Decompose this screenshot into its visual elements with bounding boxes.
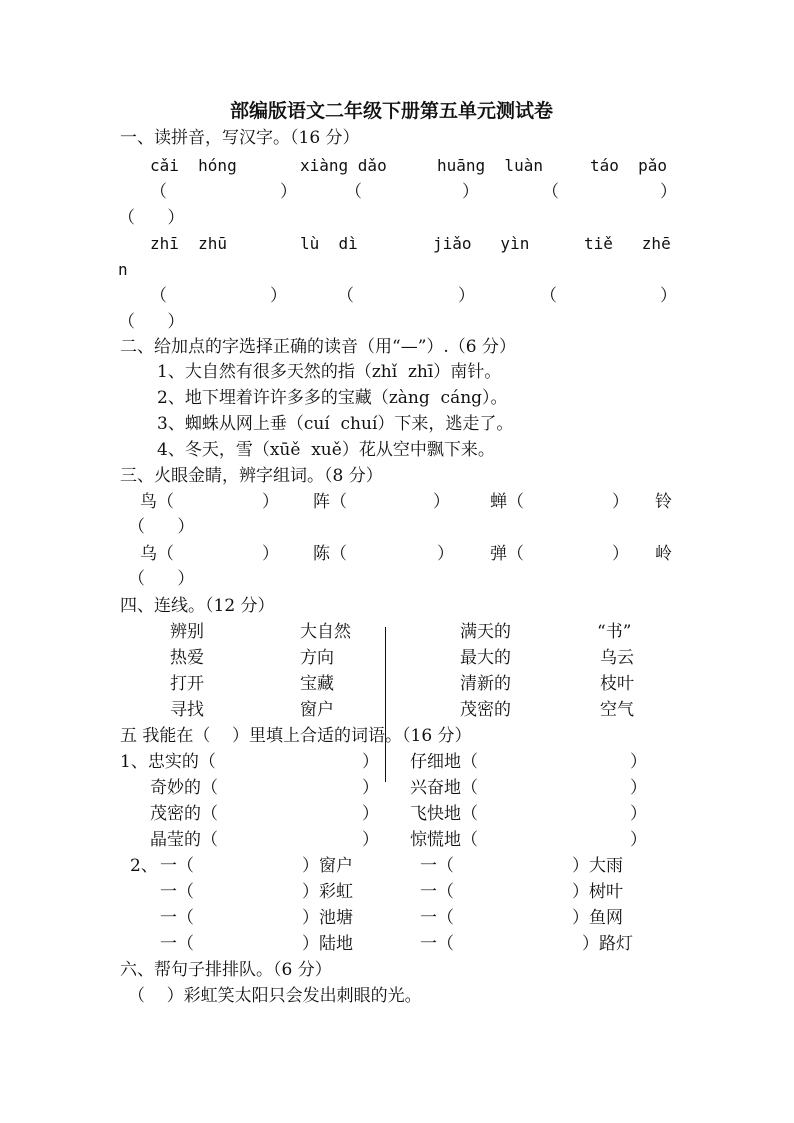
answer-bracket-close: ） — [280, 182, 297, 202]
fill-prompt: 飞快地（ — [410, 804, 478, 824]
match-word: 茂密的 — [460, 700, 511, 720]
match-word: 最大的 — [460, 648, 511, 668]
quantifier-blank: 一（ — [420, 856, 454, 876]
quantifier-blank: 一（ — [160, 882, 194, 902]
answer-bracket-close: ） — [660, 286, 677, 306]
match-word: 乌云 — [600, 648, 634, 668]
noun-word: ）树叶 — [572, 882, 623, 902]
answer-bracket-close: ） — [660, 182, 677, 202]
match-word: 方向 — [300, 648, 334, 668]
answer-bracket-close: ） — [362, 830, 379, 850]
answer-bracket-close: ） — [458, 286, 475, 306]
section1-heading: 一、读拼音，写汉字。（16 分） — [120, 128, 360, 148]
section4-heading: 四、连线。（12 分） — [120, 596, 275, 616]
part2-label: 2、 — [130, 856, 158, 876]
match-word: 打开 — [170, 674, 204, 694]
answer-bracket-close: ） — [612, 544, 629, 564]
sentence-item: （ ）彩虹笑太阳只会发出刺眼的光。 — [128, 986, 422, 1006]
fill-prompt: 1、忠实的（ — [120, 752, 216, 772]
word-char-dan: 弹（ — [490, 544, 524, 564]
answer-bracket-close: ） — [612, 492, 629, 512]
quantifier-blank: 一（ — [420, 882, 454, 902]
answer-bracket-wrapped: （ ） — [118, 208, 185, 228]
pinyin-tie-zhen: tiě zhē — [584, 234, 671, 253]
quantifier-blank: 一（ — [160, 856, 194, 876]
question-item: 1、大自然有很多天然的指（zhǐ zhī）南针。 — [157, 362, 502, 382]
quantifier-blank: 一（ — [160, 908, 194, 928]
noun-word: ）窗户 — [302, 856, 353, 876]
answer-bracket-close: ） — [433, 492, 450, 512]
match-word: 清新的 — [460, 674, 511, 694]
question-item: 4、冬天，雪（xūě xuě）花从空中飘下来。 — [157, 440, 495, 460]
answer-bracket-wrapped: （ ） — [128, 569, 195, 589]
match-word: 寻找 — [170, 700, 204, 720]
word-char-ling: 铃 — [655, 492, 672, 512]
divider-line — [385, 627, 386, 782]
pinyin-cai-hong: cǎi hóng — [150, 156, 237, 175]
pinyin-tao-pao: táo pǎo — [590, 156, 668, 175]
pinyin-huang-luan: huāng luàn — [437, 156, 543, 175]
match-word: 窗户 — [300, 700, 334, 720]
noun-word: ）路灯 — [582, 934, 633, 954]
pinyin-zhi-zhu: zhī zhū — [150, 234, 228, 253]
fill-prompt: 晶莹的（ — [150, 830, 218, 850]
noun-word: ）池塘 — [302, 908, 353, 928]
match-word: 热爱 — [170, 648, 204, 668]
noun-word: ）彩虹 — [302, 882, 353, 902]
word-char-chan: 蝉（ — [490, 492, 524, 512]
answer-bracket-close: ） — [437, 544, 454, 564]
section6-heading: 六、帮句子排排队。（6 分） — [120, 960, 332, 980]
answer-bracket-wrapped: （ ） — [118, 312, 185, 332]
question-item: 3、蜘蛛从网上垂（cuí chuí）下来，逃走了。 — [157, 414, 514, 434]
answer-bracket-close: ） — [462, 182, 479, 202]
answer-bracket-open: （ — [540, 286, 557, 306]
match-word: 大自然 — [300, 622, 351, 642]
noun-word: ）大雨 — [572, 856, 623, 876]
fill-prompt: 兴奋地（ — [410, 778, 478, 798]
word-char-zhen: 阵（ — [313, 492, 347, 512]
answer-bracket-open: （ — [345, 182, 362, 202]
answer-bracket-close: ） — [362, 778, 379, 798]
section2-heading: 二、给加点的字选择正确的读音（用“—”）.（6 分） — [120, 337, 517, 357]
pinyin-jiao-yin: jiǎo yìn — [433, 234, 530, 253]
answer-bracket-close: ） — [630, 752, 647, 772]
page-title: 部编版语文二年级下册第五单元测试卷 — [230, 100, 554, 122]
word-char-niao: 鸟（ — [140, 492, 174, 512]
pinyin-wrap-n: n — [118, 260, 128, 279]
fill-prompt: 奇妙的（ — [150, 778, 218, 798]
fill-prompt: 茂密的（ — [150, 804, 218, 824]
answer-bracket-close: ） — [362, 804, 379, 824]
question-item: 2、地下埋着许许多多的宝藏（zàng cáng）。 — [157, 388, 508, 408]
match-word: 满天的 — [460, 622, 511, 642]
word-char-ling2: 岭 — [655, 544, 672, 564]
quantifier-blank: 一（ — [160, 934, 194, 954]
fill-prompt: 仔细地（ — [410, 752, 478, 772]
answer-bracket-close: ） — [270, 286, 287, 306]
answer-bracket-open: （ — [150, 286, 167, 306]
answer-bracket-open: （ — [150, 182, 167, 202]
match-word: 辨别 — [170, 622, 204, 642]
match-word: “书” — [597, 622, 632, 642]
match-word: 枝叶 — [600, 674, 634, 694]
word-char-wu: 乌（ — [140, 544, 174, 564]
answer-bracket-close: ） — [262, 544, 279, 564]
word-char-chen: 陈（ — [313, 544, 347, 564]
answer-bracket-open: （ — [337, 286, 354, 306]
quantifier-blank: 一（ — [420, 934, 454, 954]
answer-bracket-open: （ — [542, 182, 559, 202]
match-word: 空气 — [600, 700, 634, 720]
answer-bracket-close: ） — [630, 830, 647, 850]
answer-bracket-close: ） — [630, 804, 647, 824]
noun-word: ）陆地 — [302, 934, 353, 954]
section3-heading: 三、火眼金睛，辨字组词。（8 分） — [120, 466, 383, 486]
answer-bracket-close: ） — [630, 778, 647, 798]
noun-word: ）鱼网 — [572, 908, 623, 928]
pinyin-xiang-dao: xiàng dǎo — [300, 156, 387, 175]
fill-prompt: 惊慌地（ — [410, 830, 478, 850]
answer-bracket-close: ） — [362, 752, 379, 772]
section5-heading: 五 我能在（ ）里填上合适的词语。（16 分） — [120, 726, 472, 746]
answer-bracket-close: ） — [262, 492, 279, 512]
match-word: 宝藏 — [300, 674, 334, 694]
answer-bracket-wrapped: （ ） — [128, 517, 195, 537]
pinyin-lu-di: lù dì — [300, 234, 358, 253]
quantifier-blank: 一（ — [420, 908, 454, 928]
